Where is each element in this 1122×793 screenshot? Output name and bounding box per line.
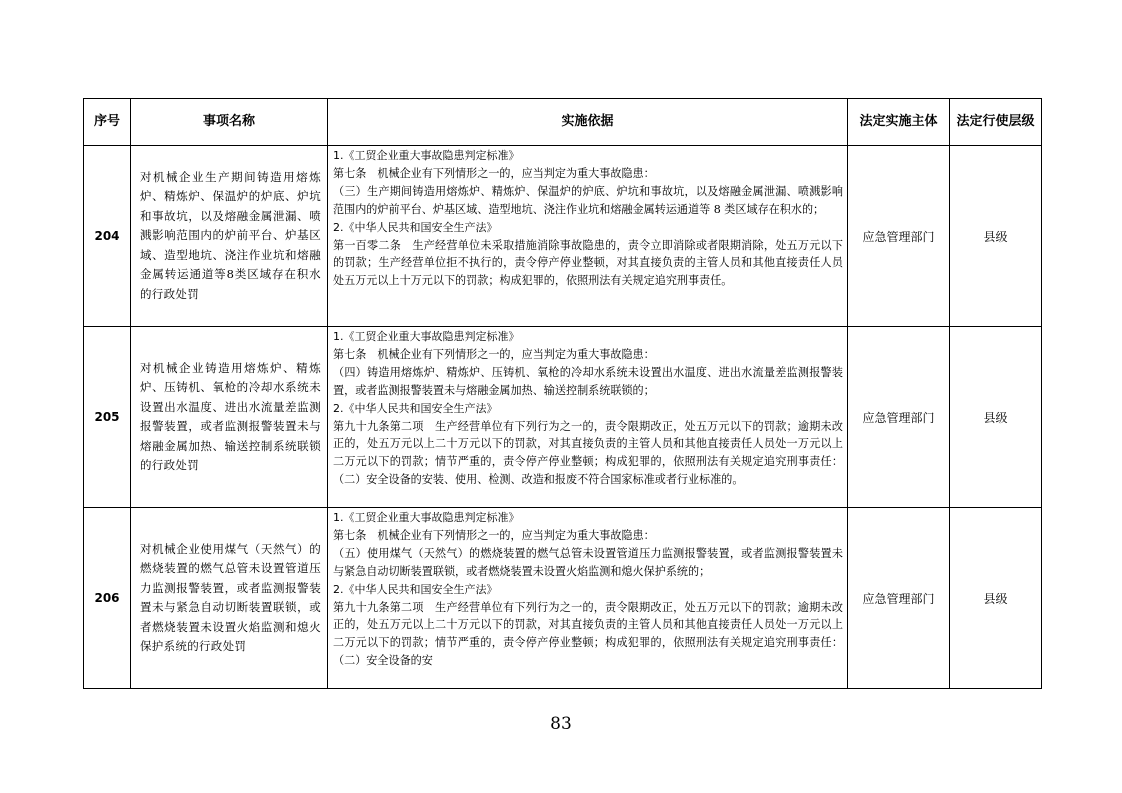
row-implementing-body: 应急管理部门	[848, 508, 950, 689]
row-implementing-body: 应急管理部门	[848, 146, 950, 327]
header-item-name: 事项名称	[131, 99, 328, 146]
matters-table	[83, 98, 1042, 689]
row-exercise-level: 县级	[950, 327, 1042, 508]
row-serial-number: 204	[84, 146, 131, 327]
table-row	[84, 146, 1042, 327]
row-item-name-cell	[131, 146, 328, 327]
table-row	[84, 327, 1042, 508]
basis-line: 1.《工贸企业重大事故隐患判定标准》	[333, 511, 520, 524]
header-legal-basis: 实施依据	[328, 99, 848, 146]
header-exercise-level: 法定行使层级	[950, 99, 1042, 146]
basis-line: 1.《工贸企业重大事故隐患判定标准》	[333, 149, 520, 162]
row-legal-basis	[328, 508, 848, 689]
basis-line: 2.《中华人民共和国安全生产法》	[333, 401, 498, 415]
header-serial-number: 序号	[84, 99, 131, 146]
basis-line: 2.《中华人民共和国安全生产法》	[333, 220, 498, 234]
page-number: 83	[550, 714, 572, 734]
basis-line: 2.《中华人民共和国安全生产法》	[333, 582, 498, 596]
row-item-name-cell	[131, 327, 328, 508]
basis-line: （五）使用煤气（天然气）的燃烧装置的燃气总管未设置管道压力监测报警装置，或者监测报警装置未与紧急自动切断装置联锁，或者燃烧装置未设置火焰监测和熄火保护系统的；	[333, 546, 843, 578]
header-implementing-body: 法定实施主体	[848, 99, 950, 146]
basis-line: 第九十九条第二项 生产经营单位有下列行为之一的，责令限期改正，处五万元以下的罚款；逾期未改正的，处五万元以上二十万元以下的罚款，对其直接负责的主管人员和其他直接责任人员处一万元以上二万元以下的罚款；情节严重的，责令停产停业整顿；构成犯罪的，依照刑法有关规定追究刑事责任：（二）安全设备的安装、使用、检测、改造和报废不符合国家标准或者行业标准的。	[333, 419, 843, 487]
basis-line: （四）铸造用熔炼炉、精炼炉、压铸机、氧枪的冷却水系统未设置出水温度、进出水流量差监测报警装置，或者监测报警装置未与熔融金属加热、输送控制系统联锁的；	[333, 365, 843, 397]
basis-line: （三）生产期间铸造用熔炼炉、精炼炉、保温炉的炉底、炉坑和事故坑，以及熔融金属泄漏、喷溅影响范围内的炉前平台、炉基区域、造型地坑、浇注作业坑和熔融金属转运通道等 8 类区域存在积水的；	[333, 184, 843, 216]
basis-line: 第九十九条第二项 生产经营单位有下列行为之一的，责令限期改正，处五万元以下的罚款；逾期未改正的，处五万元以上二十万元以下的罚款，对其直接负责的主管人员和其他直接责任人员处一万元以上二万元以下的罚款；情节严重的，责令停产停业整顿；构成犯罪的，依照刑法有关规定追究刑事责任：（二）安全设备的安	[333, 600, 843, 668]
row-item-name-cell	[131, 508, 328, 689]
basis-line: 1.《工贸企业重大事故隐患判定标准》	[333, 330, 520, 343]
row-item-name: 对机械企业生产期间铸造用熔炼炉、精炼炉、保温炉的炉底、炉坑和事故坑，以及熔融金属泄漏、喷溅影响范围内的炉前平台、炉基区域、造型地坑、浇注作业坑和熔融金属转运通道等8类区域存在积水的行政处罚	[140, 169, 321, 301]
basis-line: 第一百零二条 生产经营单位未采取措施消除事故隐患的，责令立即消除或者限期消除，处五万元以下的罚款；生产经营单位拒不执行的，责令停产停业整顿，对其直接负责的主管人员和其他直接责任人员处五万元以上十万元以下的罚款；构成犯罪的，依照刑法有关规定追究刑事责任。	[333, 238, 843, 288]
row-exercise-level: 县级	[950, 508, 1042, 689]
row-implementing-body: 应急管理部门	[848, 327, 950, 508]
basis-line: 第七条 机械企业有下列情形之一的，应当判定为重大事故隐患：	[333, 166, 655, 180]
table-row	[84, 508, 1042, 689]
row-legal-basis	[328, 146, 848, 327]
basis-line: 第七条 机械企业有下列情形之一的，应当判定为重大事故隐患：	[333, 528, 655, 542]
row-exercise-level: 县级	[950, 146, 1042, 327]
row-serial-number: 205	[84, 327, 131, 508]
basis-line: 第七条 机械企业有下列情形之一的，应当判定为重大事故隐患：	[333, 347, 655, 361]
row-item-name: 对机械企业铸造用熔炼炉、精炼炉、压铸机、氧枪的冷却水系统未设置出水温度、进出水流量差监测报警装置，或者监测报警装置未与熔融金属加热、输送控制系统联锁的行政处罚	[140, 360, 321, 472]
row-legal-basis	[328, 327, 848, 508]
row-item-name: 对机械企业使用煤气（天然气）的燃烧装置的燃气总管未设置管道压力监测报警装置，或者监测报警装置未与紧急自动切断装置联锁，或者燃烧装置未设置火焰监测和熄火保护系统的行政处罚	[140, 541, 321, 653]
table-header-row	[84, 99, 1042, 146]
row-serial-number: 206	[84, 508, 131, 689]
